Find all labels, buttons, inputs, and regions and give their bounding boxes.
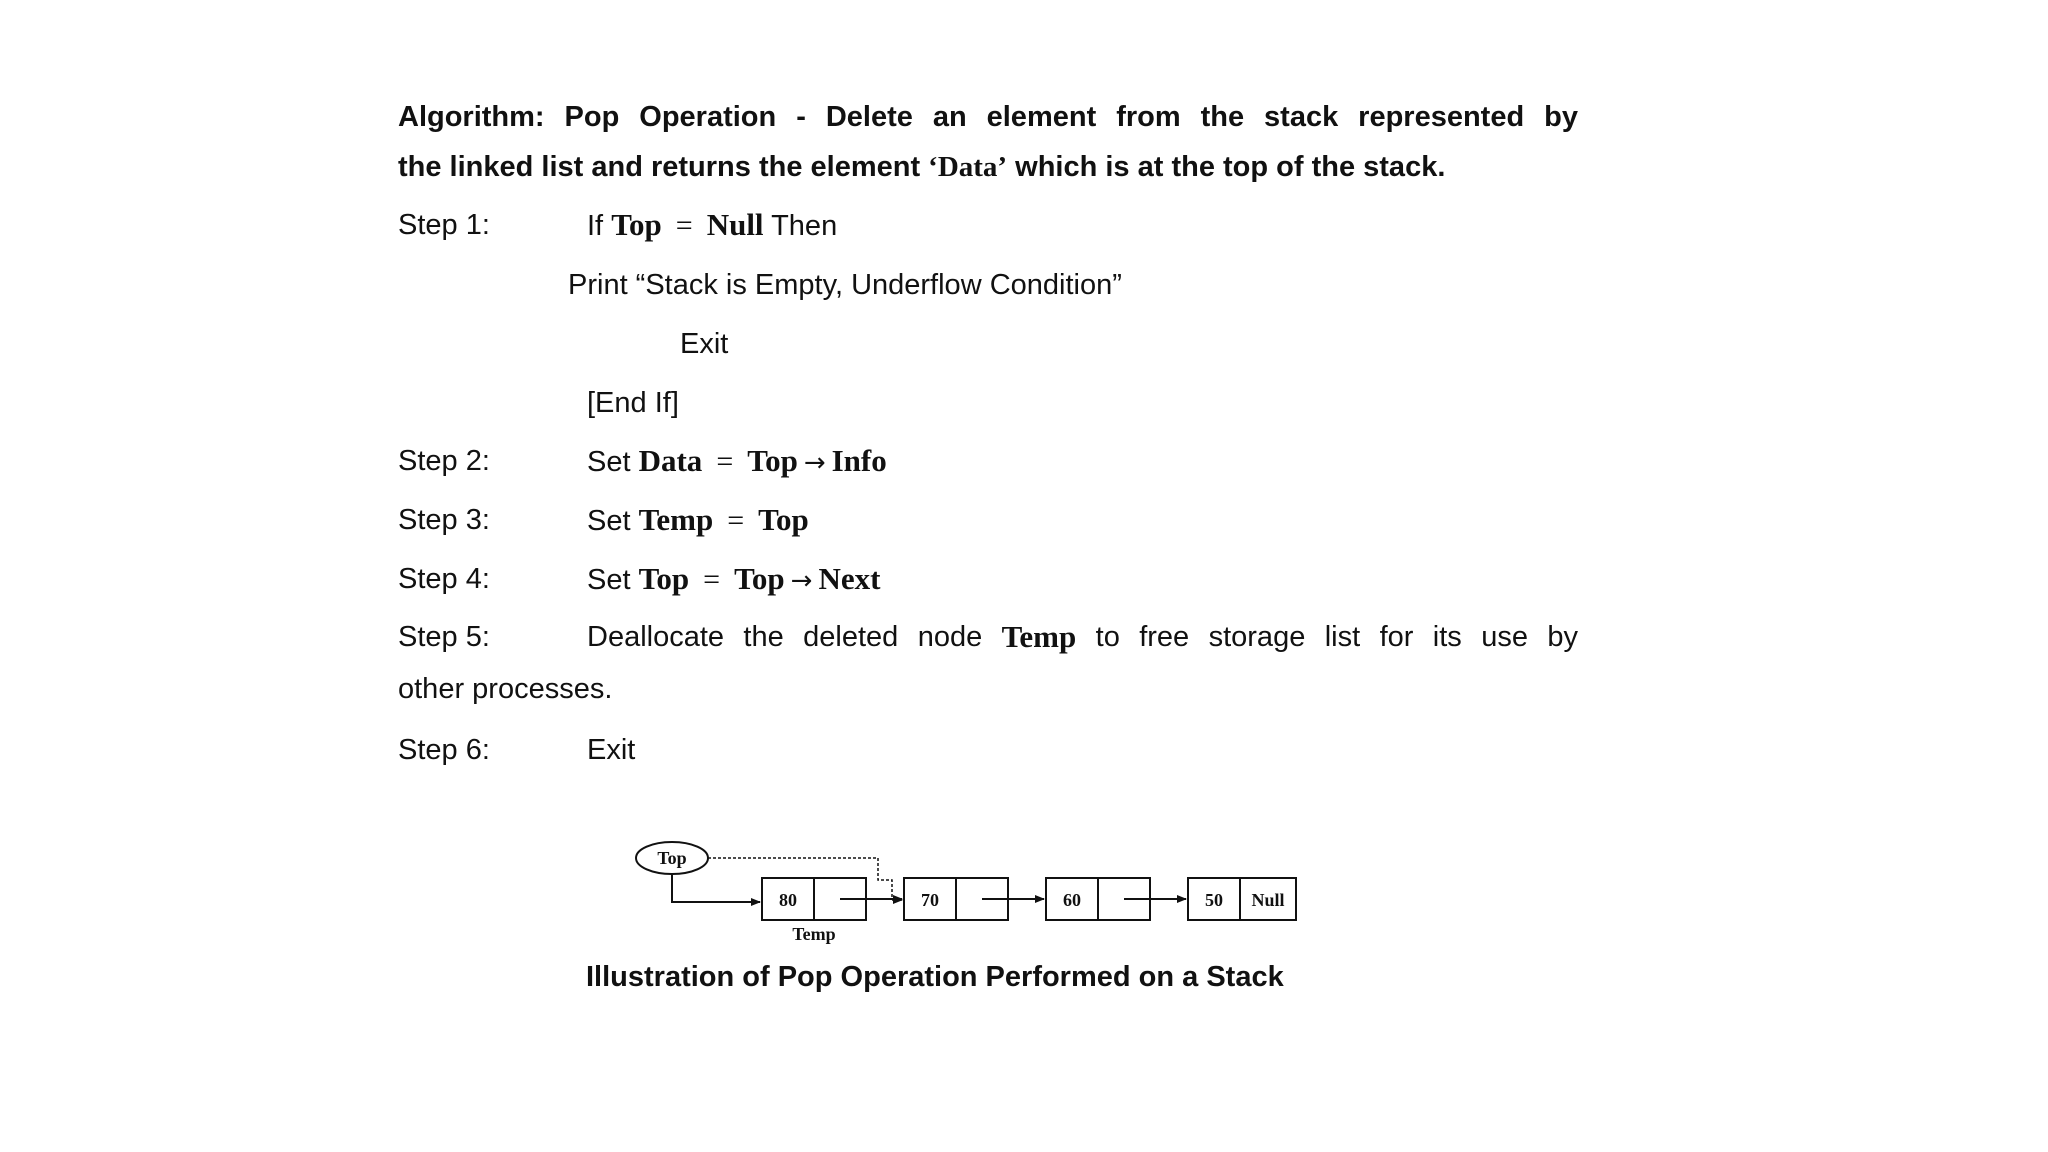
step-5-continuation: other processes. — [398, 673, 613, 705]
step-3-label: Step 3: — [398, 504, 490, 536]
step-5-word: to — [1095, 621, 1120, 653]
title-word: an — [932, 101, 967, 133]
step-5-word: the — [743, 621, 784, 653]
title-word: from — [1116, 101, 1181, 133]
step-4-label: Step 4: — [398, 563, 490, 595]
node-70-value: 70 — [921, 890, 939, 910]
step-4-statement: Set Top = Top → Next — [587, 561, 881, 596]
step-5-word: node — [917, 621, 983, 653]
step-5-word: Deallocate — [587, 621, 725, 653]
title-line-1 — [398, 92, 1578, 142]
step-5-word: storage — [1208, 621, 1306, 653]
node-80-value: 80 — [779, 890, 797, 910]
step-1-print: Print “Stack is Empty, Underflow Condition” — [568, 269, 1122, 301]
title-word: element — [986, 101, 1097, 133]
linked-list-diagram — [630, 832, 1310, 952]
title-word: the — [1200, 101, 1245, 133]
step-5-word: for — [1379, 621, 1414, 653]
step-5-word: list — [1324, 621, 1361, 653]
step-5-word: by — [1547, 621, 1578, 653]
step-5-word: use — [1481, 621, 1528, 653]
step-5-label: Step 5: — [398, 621, 490, 653]
step-2-label: Step 2: — [398, 445, 490, 477]
step-5-word: deleted — [803, 621, 899, 653]
title-word: Operation — [639, 101, 777, 133]
temp-label: Temp — [792, 924, 836, 944]
step-1-label: Step 1: — [398, 209, 490, 241]
figure-caption: Illustration of Pop Operation Performed on a Stack — [586, 961, 1284, 993]
top-label: Top — [657, 848, 687, 868]
title-word: Delete — [825, 101, 913, 133]
title-word: Algorithm: — [398, 101, 545, 133]
step-2-statement: Set Data = Top → Info — [587, 443, 887, 478]
step-3-statement: Set Temp = Top — [587, 502, 809, 537]
step-1-endif: [End If] — [587, 387, 679, 419]
algorithm-title — [398, 92, 1578, 192]
top-old-link — [672, 874, 760, 902]
node-50-value: 50 — [1205, 890, 1223, 910]
title-word: by — [1544, 101, 1578, 133]
step-5-statement — [587, 620, 1578, 654]
title-word: Pop — [564, 101, 620, 133]
step-1-condition: If Top = Null Then — [587, 207, 838, 242]
step-1-exit: Exit — [680, 328, 729, 360]
step-6-label: Step 6: — [398, 734, 490, 766]
step-5-word: free — [1139, 621, 1190, 653]
title-word: represented — [1358, 101, 1525, 133]
null-label: Null — [1251, 890, 1285, 910]
title-word: stack — [1264, 101, 1339, 133]
temp-variable: Temp — [1001, 619, 1077, 654]
step-6-exit: Exit — [587, 734, 636, 766]
title-line-2: the linked list and returns the element ‘Data’ which is at the top of the stack. — [398, 151, 1446, 183]
node-60-value: 60 — [1063, 890, 1081, 910]
step-5-word: its — [1432, 621, 1462, 653]
data-variable: ‘Data’ — [928, 151, 1008, 183]
title-word: - — [796, 101, 806, 133]
